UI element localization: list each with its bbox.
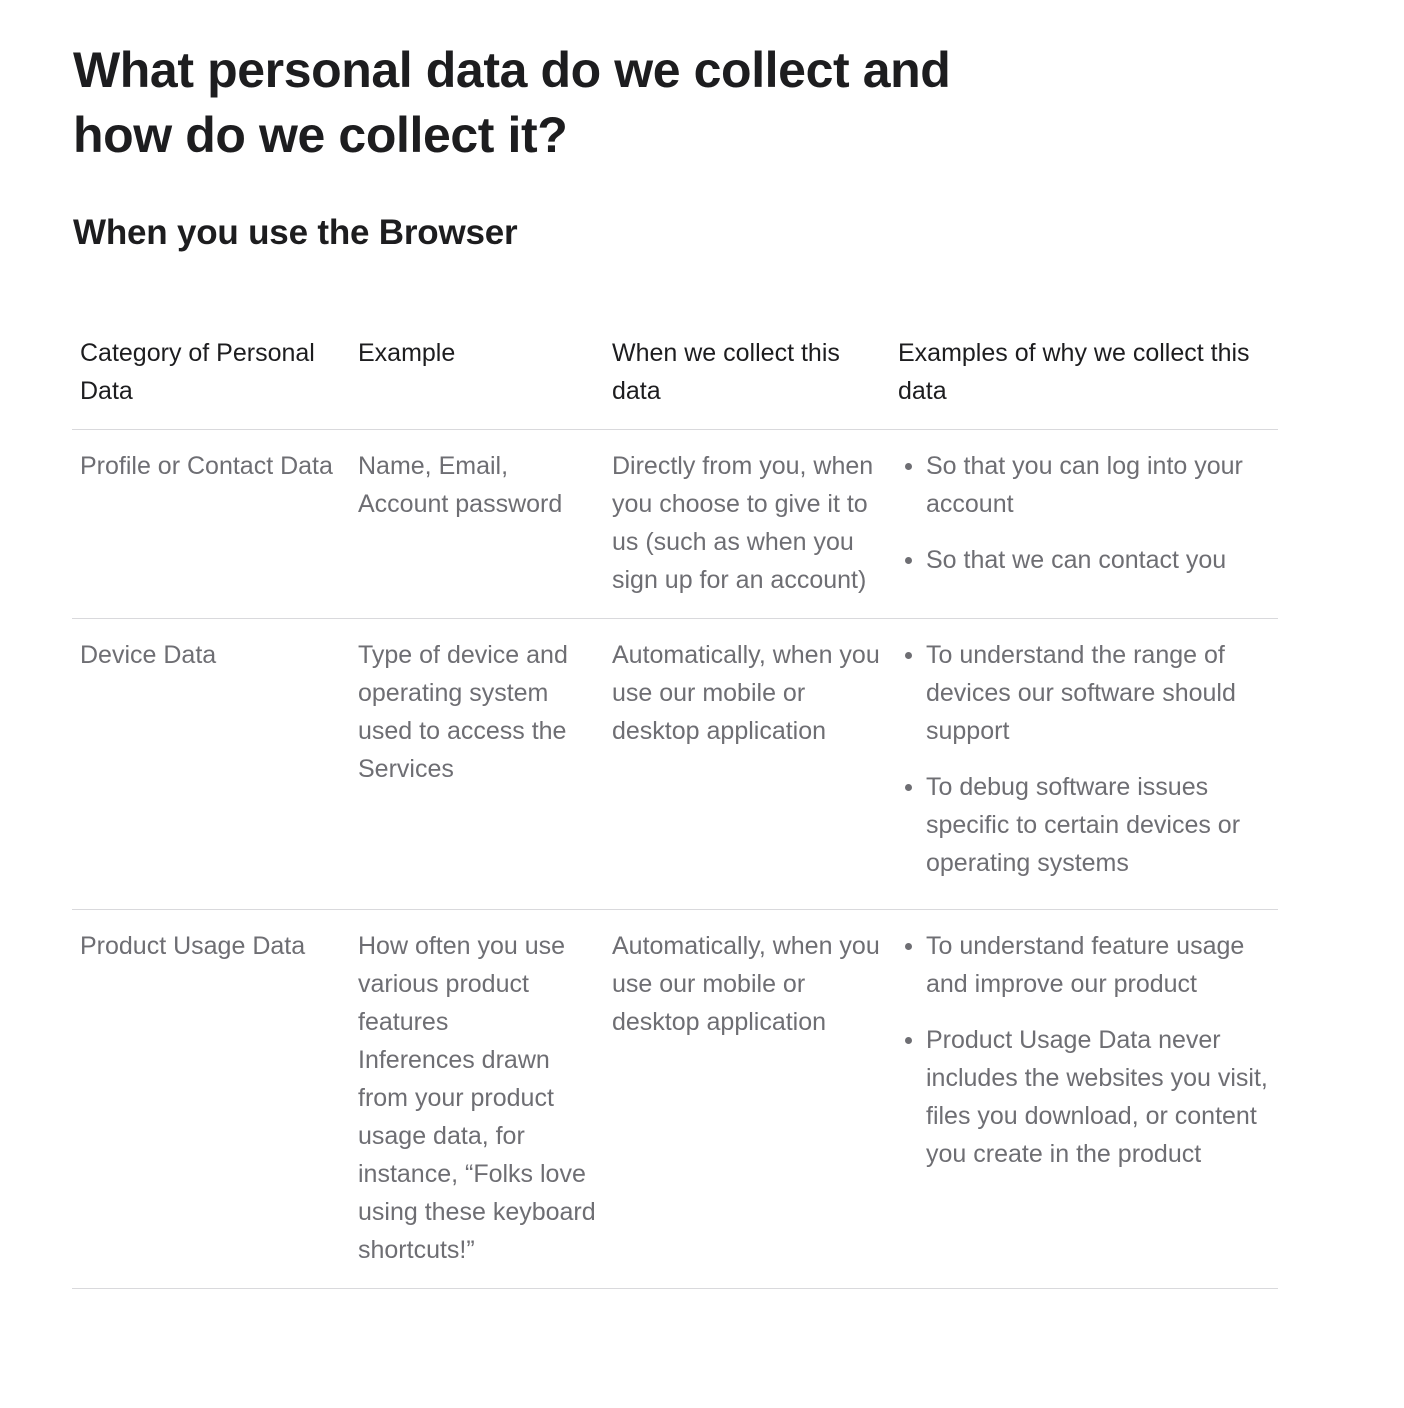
section-title: When you use the Browser bbox=[73, 213, 518, 252]
list-item-text: To debug software issues specific to certain devices or operating systems bbox=[926, 773, 1241, 877]
personal-data-table bbox=[72, 330, 1278, 1289]
bullet-icon bbox=[905, 463, 912, 470]
list-item-text: Product Usage Data never includes the websites you visit, files you download, or content you create in the product bbox=[926, 1026, 1268, 1168]
list-item-text: So that we can contact you bbox=[926, 546, 1227, 574]
list-item-text: So that you can log into your account bbox=[926, 452, 1243, 518]
list-item bbox=[926, 447, 1270, 523]
bullet-icon bbox=[905, 784, 912, 791]
cell-example bbox=[350, 619, 604, 910]
cell-when: Directly from you, when you choose to give it to us (such as when you sign up for an account) bbox=[604, 430, 890, 619]
bullet-icon bbox=[905, 652, 912, 659]
table-row bbox=[72, 619, 1278, 910]
bullet-icon bbox=[905, 557, 912, 564]
cell-when: Automatically, when you use our mobile or desktop application bbox=[604, 619, 890, 910]
table-row bbox=[72, 430, 1278, 619]
list-item bbox=[926, 636, 1270, 750]
list-item bbox=[926, 927, 1270, 1003]
table-row bbox=[72, 910, 1278, 1289]
header-why: Examples of why we collect this data bbox=[890, 330, 1278, 430]
why-list bbox=[898, 447, 1270, 579]
header-example: Example bbox=[350, 330, 604, 430]
cell-why bbox=[890, 910, 1278, 1289]
cell-example bbox=[350, 910, 604, 1289]
table-header-row bbox=[72, 330, 1278, 430]
example-text: Name, Email, Account password bbox=[358, 452, 563, 518]
header-category: Category of Personal Data bbox=[72, 330, 350, 430]
example-text: How often you use various product features bbox=[358, 932, 566, 1036]
cell-why bbox=[890, 430, 1278, 619]
list-item bbox=[926, 1021, 1270, 1173]
list-item-text: To understand feature usage and improve our product bbox=[926, 932, 1245, 998]
why-list bbox=[898, 927, 1270, 1173]
bullet-icon bbox=[905, 1037, 912, 1044]
cell-category: Device Data bbox=[72, 619, 350, 910]
cell-example bbox=[350, 430, 604, 619]
example-text: Inferences drawn from your product usage data, for instance, “Folks love using these keyboard shortcuts!” bbox=[358, 1046, 596, 1264]
cell-category: Product Usage Data bbox=[72, 910, 350, 1289]
cell-category: Profile or Contact Data bbox=[72, 430, 350, 619]
bullet-icon bbox=[905, 943, 912, 950]
why-list bbox=[898, 636, 1270, 882]
example-text: Type of device and operating system used to access the Services bbox=[358, 641, 568, 783]
header-when: When we collect this data bbox=[604, 330, 890, 430]
list-item-text: To understand the range of devices our software should support bbox=[926, 641, 1236, 745]
page-title: What personal data do we collect and how do we collect it? bbox=[73, 42, 951, 163]
cell-why bbox=[890, 619, 1278, 910]
cell-when: Automatically, when you use our mobile or desktop application bbox=[604, 910, 890, 1289]
list-item bbox=[926, 541, 1270, 579]
list-item bbox=[926, 768, 1270, 882]
